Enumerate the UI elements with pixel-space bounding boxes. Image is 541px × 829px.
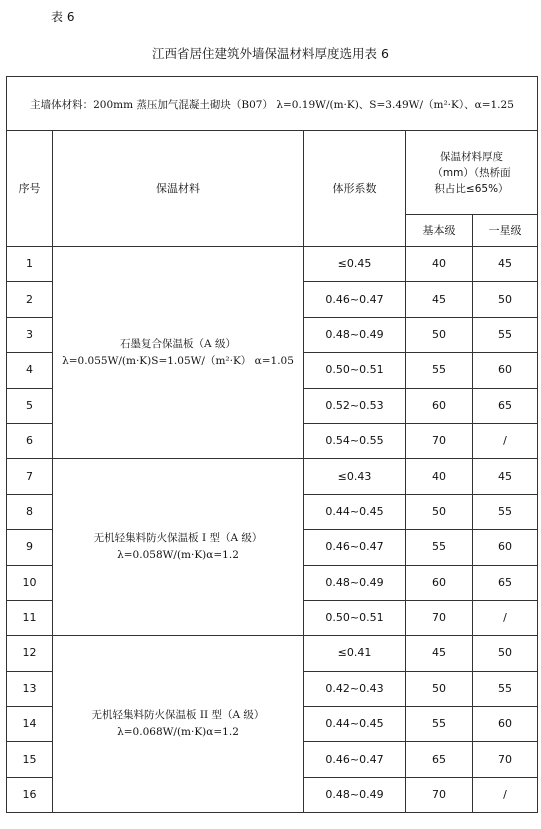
header-index: 序号	[7, 131, 53, 247]
shape-coefficient: 0.48~0.49	[304, 317, 406, 352]
one-star-thickness: 65	[473, 388, 538, 423]
shape-coefficient: ≤0.45	[304, 247, 406, 282]
row-index: 10	[7, 565, 53, 600]
header-material: 保温材料	[53, 131, 304, 247]
one-star-thickness: 45	[473, 459, 538, 494]
basic-thickness: 55	[406, 707, 473, 742]
row-index: 9	[7, 530, 53, 565]
header-row	[7, 131, 538, 215]
basic-thickness: 50	[406, 317, 473, 352]
one-star-thickness: 60	[473, 353, 538, 388]
basic-thickness: 65	[406, 742, 473, 777]
row-index: 11	[7, 600, 53, 635]
one-star-thickness: 65	[473, 565, 538, 600]
header-thickness: 保温材料厚度（mm）（热桥面积占比≤65%）	[406, 131, 538, 215]
table-row	[7, 247, 538, 282]
shape-coefficient: 0.44~0.45	[304, 494, 406, 529]
basic-thickness: 40	[406, 459, 473, 494]
shape-coefficient: 0.44~0.45	[304, 707, 406, 742]
shape-coefficient: 0.48~0.49	[304, 565, 406, 600]
table-body	[7, 77, 538, 813]
basic-thickness: 50	[406, 671, 473, 706]
header-one-star-level: 一星级	[473, 215, 538, 247]
basic-thickness: 60	[406, 565, 473, 600]
shape-coefficient: ≤0.43	[304, 459, 406, 494]
row-index: 2	[7, 282, 53, 317]
one-star-thickness: 50	[473, 636, 538, 671]
basic-thickness: 40	[406, 247, 473, 282]
table-title: 江西省居住建筑外墙保温材料厚度选用表 6	[152, 46, 389, 61]
row-index: 1	[7, 247, 53, 282]
shape-coefficient: 0.46~0.47	[304, 530, 406, 565]
one-star-thickness: /	[473, 777, 538, 812]
material-name: 无机轻集料防火保温板 I 型（A 级）λ=0.058W/(m·K)α=1.2	[53, 459, 304, 636]
basic-thickness: 55	[406, 530, 473, 565]
shape-coefficient: 0.46~0.47	[304, 742, 406, 777]
row-index: 5	[7, 388, 53, 423]
main-wall-row	[7, 77, 538, 131]
one-star-thickness: /	[473, 423, 538, 458]
one-star-thickness: 50	[473, 282, 538, 317]
shape-coefficient: 0.50~0.51	[304, 353, 406, 388]
row-index: 4	[7, 353, 53, 388]
basic-thickness: 55	[406, 353, 473, 388]
row-index: 14	[7, 707, 53, 742]
one-star-thickness: 55	[473, 317, 538, 352]
basic-thickness: 70	[406, 777, 473, 812]
row-index: 15	[7, 742, 53, 777]
row-index: 12	[7, 636, 53, 671]
table-row	[7, 459, 538, 494]
shape-coefficient: 0.42~0.43	[304, 671, 406, 706]
shape-coefficient: 0.50~0.51	[304, 600, 406, 635]
table-number-label: 表 6	[51, 10, 75, 24]
header-shape-coefficient: 体形系数	[304, 131, 406, 247]
shape-coefficient: ≤0.41	[304, 636, 406, 671]
one-star-thickness: 55	[473, 671, 538, 706]
basic-thickness: 70	[406, 600, 473, 635]
basic-thickness: 45	[406, 636, 473, 671]
shape-coefficient: 0.52~0.53	[304, 388, 406, 423]
basic-thickness: 45	[406, 282, 473, 317]
row-index: 8	[7, 494, 53, 529]
one-star-thickness: 55	[473, 494, 538, 529]
table-row	[7, 636, 538, 671]
row-index: 7	[7, 459, 53, 494]
row-index: 6	[7, 423, 53, 458]
basic-thickness: 50	[406, 494, 473, 529]
one-star-thickness: 70	[473, 742, 538, 777]
one-star-thickness: /	[473, 600, 538, 635]
row-index: 13	[7, 671, 53, 706]
one-star-thickness: 60	[473, 707, 538, 742]
one-star-thickness: 60	[473, 530, 538, 565]
material-name: 石墨复合保温板（A 级）λ=0.055W/(m·K)S=1.05W/（m²·K） α=1.05	[53, 247, 304, 459]
basic-thickness: 60	[406, 388, 473, 423]
thickness-table	[6, 76, 538, 813]
row-index: 3	[7, 317, 53, 352]
row-index: 16	[7, 777, 53, 812]
header-basic-level: 基本级	[406, 215, 473, 247]
one-star-thickness: 45	[473, 247, 538, 282]
material-name: 无机轻集料防火保温板 II 型（A 级）λ=0.068W/(m·K)α=1.2	[53, 636, 304, 813]
shape-coefficient: 0.54~0.55	[304, 423, 406, 458]
basic-thickness: 70	[406, 423, 473, 458]
main-wall-material: 主墙体材料：200mm 蒸压加气混凝土砌块（B07） λ=0.19W/(m·K)、S=3.49W/（m²·K）、α=1.25	[7, 77, 538, 131]
shape-coefficient: 0.48~0.49	[304, 777, 406, 812]
shape-coefficient: 0.46~0.47	[304, 282, 406, 317]
